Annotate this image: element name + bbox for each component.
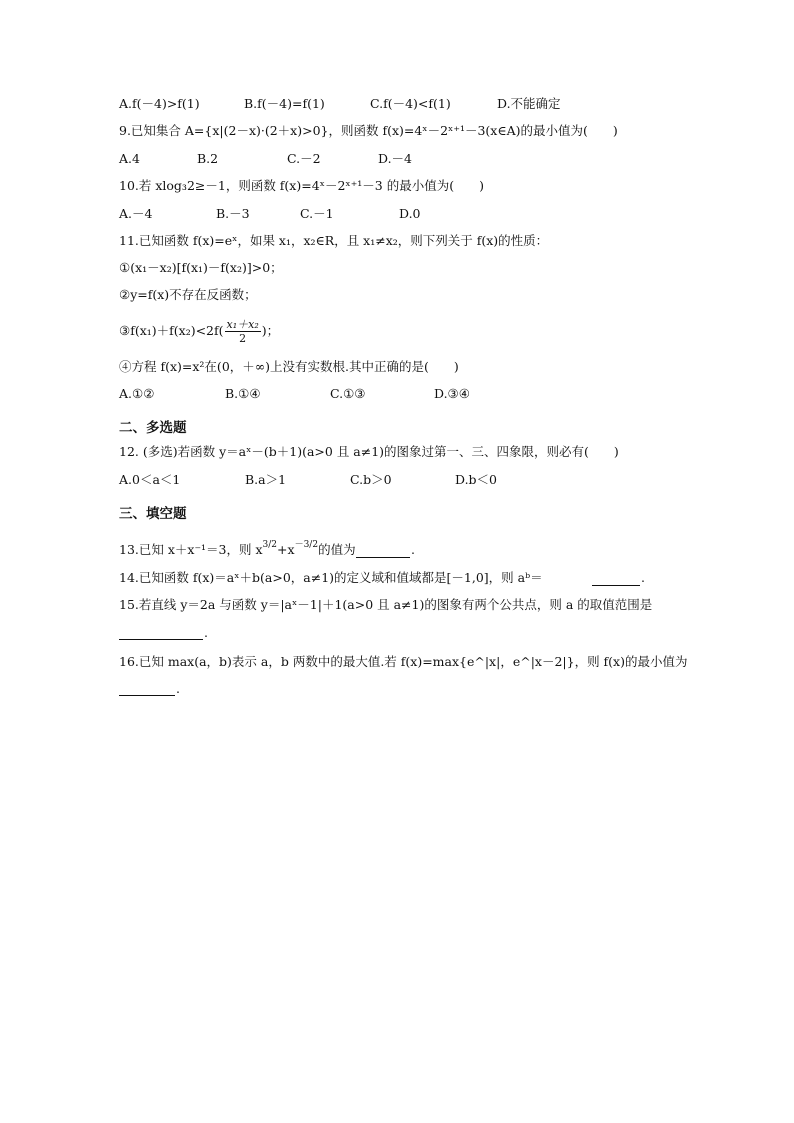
q13-middle: +x [277,542,295,557]
q16-stem: 16.已知 max(a，b)表示 a，b 两数中的最大值.若 f(x)=max{e^|x|，e^|x－2|}，则 f(x)的最小值为 [119,654,688,669]
q14-answer-blank[interactable] [592,585,640,586]
q9-option-a: A.4 [119,151,140,166]
q11-option-c: C.①③ [330,386,366,401]
fraction-denominator: 2 [239,332,247,345]
q9-option-b: B.2 [197,151,219,166]
q13-exponent-1: 3/2 [262,540,278,550]
q11-p3-prefix: ③f(x₁)＋f(x₂)<2f( [119,323,224,338]
q11-stem: 11.已知函数 f(x)=eˣ，如果 x₁，x₂∈R，且 x₁≠x₂，则下列关于 f(x)的性质： [119,233,549,248]
q13-answer-blank[interactable] [356,557,410,558]
q14-period: . [641,570,645,585]
q11-property-1: ①(x₁－x₂)[f(x₁)－f(x₂)]>0； [119,260,283,275]
q9-stem: 9.已知集合 A={x|(2－x)·(2＋x)>0}，则函数 f(x)=4ˣ－2ˣ⁺¹－3(x∈A)的最小值为( ) [119,123,618,138]
q12-option-b: B.a＞1 [245,472,287,487]
q15-answer-blank[interactable] [119,639,203,640]
q10-option-a: A.－4 [119,206,153,221]
q15-stem: 15.若直线 y＝2a 与函数 y＝|aˣ－1|＋1(a>0 且 a≠1)的图象有两个公共点，则 a 的取值范围是 [119,597,653,612]
q12-stem: 12. (多选)若函数 y＝aˣ－(b＋1)(a>0 且 a≠1)的图象过第一、三、四象限，则必有( ) [119,444,619,459]
q12-option-c: C.b＞0 [350,472,392,487]
q10-option-d: D.0 [399,206,421,221]
q11-property-3 [119,316,279,346]
q11-property-2: ②y=f(x)不存在反函数； [119,287,257,302]
section-heading-fill-in: 三、填空题 [119,506,187,522]
q9-option-c: C.－2 [287,151,321,166]
q11-option-d: D.③④ [434,386,470,401]
fraction [225,318,261,345]
fraction-numerator: x₁＋x₂ [226,318,259,331]
q9-option-d: D.－4 [378,151,413,166]
q14-stem: 14.已知函数 f(x)＝aˣ＋b(a>0，a≠1)的定义域和值域都是[－1,0]，则 aᵇ＝ [119,570,543,585]
q15-period: . [204,625,208,640]
q13-suffix: 的值为 [318,542,356,557]
q11-option-a: A.①② [119,386,155,401]
q11-option-b: B.①④ [225,386,261,401]
q13-exponent-2: －3/2 [294,540,319,550]
q8-option-d: D.不能确定 [497,96,561,111]
q16-answer-blank[interactable] [119,695,175,696]
q8-option-b: B.f(－4)=f(1) [244,96,325,111]
q10-option-b: B.－3 [216,206,250,221]
q13-period: . [411,542,415,557]
q12-option-a: A.0＜a＜1 [119,472,181,487]
q13-prefix: 13.已知 x＋x⁻¹＝3，则 x [119,542,263,557]
q11-property-4: ④方程 f(x)=x²在(0，＋∞)上没有实数根.其中正确的是( ) [119,359,459,374]
q8-option-a: A.f(－4)>f(1) [119,96,200,111]
q11-p3-suffix: )； [261,323,280,338]
q13-stem [119,542,356,560]
q12-option-d: D.b＜0 [455,472,498,487]
q10-option-c: C.－1 [300,206,334,221]
q16-period: . [176,681,180,696]
q8-option-c: C.f(－4)<f(1) [370,96,451,111]
section-heading-multiple-choice: 二、多选题 [119,420,187,436]
q10-stem: 10.若 xlog₃2≥－1，则函数 f(x)=4ˣ－2ˣ⁺¹－3 的最小值为( ) [119,178,484,193]
